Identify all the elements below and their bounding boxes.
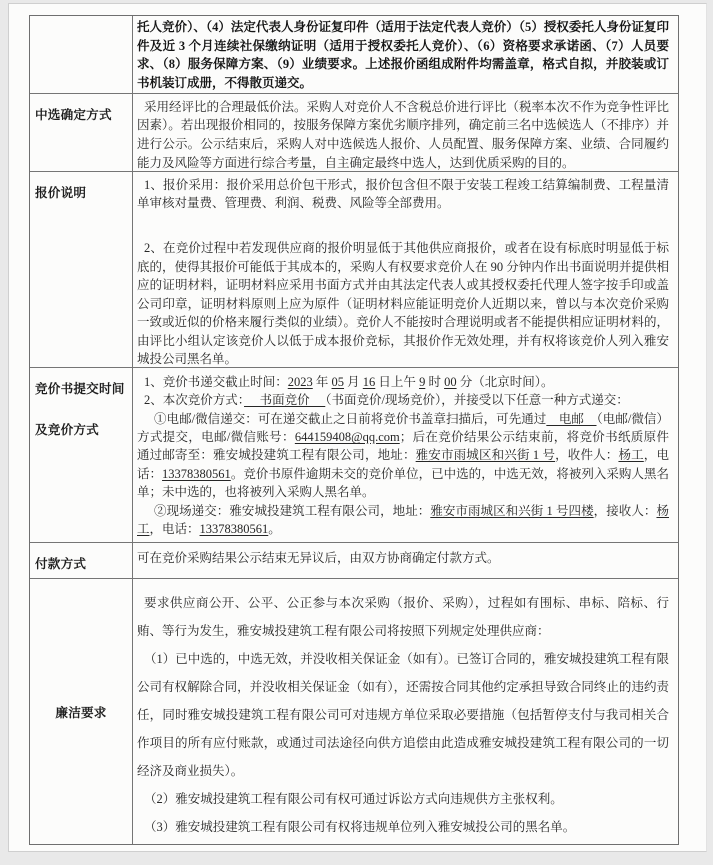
row-content — [133, 579, 678, 844]
row-content — [133, 172, 678, 367]
text-segment: 2、在竞价过程中若发现供应商的报价明显低于其他供应商报价，或者在设有标底时明显低于标底的，使得其报价可能低于其成本的，采购人有权要求竞价人在 90 分钟内作出书面说明并提供相应的证明材料，证明材料应采用书面方式并由其法定代表人或其授权委托代理人签字按手印或盖公司印章，证明材料原则上应为原件（证明材料应能证明竞价人近期以来，曾以与本次竞价采购一致或近似的价格来履行类似的业绩）。竞价人不能按时合理说明或者不能提供相应证明材料的，由评比小组认定该竞价人以低于成本报价竞标，其报价作无效处理，并有权将该竞价人列入雅安城投公司黑名单。 — [137, 240, 669, 367]
text-segment: ，电话： — [149, 521, 200, 536]
table-row — [30, 93, 678, 171]
text-segment: 日上午 — [375, 374, 420, 389]
row-label-text: 及竞价方式 — [35, 422, 99, 437]
paragraph — [137, 813, 669, 841]
text-segment: ；后在竞价结果公示结束前，将竞价书纸质原件通过邮寄至：雅安城投建筑工程有限公司，地址： — [137, 429, 669, 463]
text-segment: 。竞价书原件逾期未交的竞价单位，已中选的，中选无效，将被列入采购人黑名单；未中选的，也将被列入采购人黑名单。 — [137, 466, 669, 500]
paragraph — [137, 391, 669, 409]
row-label-text: 中选确定方式 — [35, 107, 112, 122]
underlined-text-segment: 05 — [331, 374, 345, 389]
text-segment: 。 — [268, 521, 281, 536]
underlined-text-segment: 雅安市雨城区和兴街 1 号四楼 — [430, 503, 594, 518]
text-segment: （3）雅安城投建筑工程有限公司有权将违规单位列入雅安城投公司的黑名单。 — [144, 819, 576, 834]
text-segment: 1、竞价书递交截止时间： — [144, 374, 288, 389]
underlined-text-segment: 13378380561 — [199, 521, 269, 536]
row-label — [30, 16, 133, 93]
paragraph — [137, 18, 669, 92]
paragraph — [137, 239, 669, 369]
paragraph — [137, 176, 669, 213]
paragraph — [137, 589, 669, 645]
text-segment: 月 — [344, 374, 363, 389]
table-row — [30, 578, 678, 844]
table-row — [30, 171, 678, 367]
table-row — [30, 542, 678, 578]
text-segment: 可在竞价采购结果公示结束无异议后，由双方协商确定付款方式。 — [137, 551, 500, 566]
text-segment: ，收件人： — [555, 448, 619, 463]
underlined-text-segment: 2023 — [287, 374, 313, 389]
text-segment: （1）已中选的，中选无效，并没收相关保证金（如有）。已签订合同的，雅安城投建筑工程有限公司有权解除合同，并没收相关保证金（如有），还需按合同其他约定承担导致合同终止的违约责任，同时雅安城投建筑工程有限公司可对违规方单位采取必要措施（包括暂停支付与我司相关合作项目的所有应付账款，或通过司法途径向供方追偿由此造成雅安城投建筑工程有限公司的一切经济及商业损失）。 — [137, 651, 670, 778]
row-label — [30, 543, 133, 578]
paragraph — [137, 502, 669, 539]
text-segment: 年 — [312, 374, 332, 389]
underlined-text-segment: 书面竞价 — [244, 393, 326, 408]
text-segment: （2）雅安城投建筑工程有限公司有权可通过诉讼方式向违规供方主张权利。 — [144, 791, 563, 806]
row-label-text: 廉洁要求 — [55, 705, 107, 720]
text-segment: 要求供应商公开、公平、公正参与本次采购（报价、采购），过程如有围标、串标、陪标、行贿、等行为发生，雅安城投建筑工程有限公司将按照下列规定处理供应商： — [137, 595, 669, 638]
row-content — [133, 16, 678, 93]
underlined-text-segment: 13378380561 — [162, 466, 231, 481]
scanned-page — [8, 3, 707, 852]
row-content — [133, 368, 678, 542]
underlined-text-segment: 9 — [419, 374, 426, 389]
text-segment: ，接收人： — [593, 503, 657, 518]
row-content — [133, 94, 678, 171]
row-content — [133, 543, 678, 578]
table-row — [30, 367, 678, 542]
paragraph — [137, 98, 669, 172]
underlined-text-segment: 杨工 — [137, 503, 669, 536]
text-segment: ①电邮/微信递交：可在递交截止之日前将竞价书盖章扫描后，可先通过 — [154, 411, 547, 426]
paragraph — [137, 373, 669, 391]
row-label — [30, 172, 133, 367]
row-label-text: 报价说明 — [35, 185, 87, 200]
text-segment: ，电话： — [137, 448, 669, 481]
underlined-text-segment: 电邮 — [546, 411, 597, 426]
underlined-text-segment: 16 — [362, 374, 376, 389]
text-segment: （书面竞价/现场竞价），并接受以下任意一种方式递交： — [325, 393, 629, 408]
paragraph — [137, 549, 669, 568]
row-label — [30, 368, 133, 542]
text-segment: 采用经评比的合理最低价法。采购人对竞价人不含税总价进行评比（税率本次不作为竞争性评比因素）。若出现报价相同的，按服务保障方案优劣顺序排列，确定前三名中选候选人（不排序）并进行公示。公示结束后，采购人对中选候选人报价、人员配置、服务保障方案、业绩、合同履约能力及风险等方面进行综合考量，自主确定最终中选人，达到优质采购的目的。 — [137, 99, 670, 170]
text-segment: 时 — [425, 374, 445, 389]
text-segment: （电邮/微信）方式提交，电邮/微信账号： — [137, 411, 669, 444]
text-segment: 分（北京时间）。 — [456, 374, 554, 389]
underlined-text-segment: 644159408@qq.com — [294, 429, 400, 444]
paragraph — [137, 645, 669, 785]
paragraph — [137, 785, 669, 813]
table-row — [30, 16, 678, 93]
text-segment: 1、报价采用：报价采用总价包干形式，报价包含但不限于安装工程竣工结算编制费、工程量清单审核对量费、管理费、利润、税费、风险等全部费用。 — [137, 177, 669, 211]
paragraph — [137, 410, 669, 502]
procurement-table — [29, 15, 679, 845]
row-label — [30, 94, 133, 171]
text-segment: 2、本次竞价方式： — [144, 393, 245, 408]
underlined-text-segment: 雅安市雨城区和兴街 1 号 — [415, 448, 556, 463]
row-label — [30, 579, 133, 844]
row-label-text: 竞价书提交时间 — [35, 381, 125, 396]
row-label-text: 付款方式 — [35, 557, 87, 572]
underlined-text-segment: 00 — [444, 374, 457, 389]
text-segment: ②现场递交：雅安城投建筑工程有限公司，地址： — [154, 503, 431, 518]
text-segment: 托人竞价）、（4）法定代表人身份证复印件（适用于法定代表人竞价）（5）授权委托人身份证复印件及近 3 个月连续社保缴纳证明（适用于授权委托人竞价）、（6）资格要求承诺函、（7）人员要求、（8）服务保障方案、（9）业绩要求。上述报价函组成附件均需盖章，格式自拟，并胶装或订书机装订成册，不得散页递交。 — [137, 20, 669, 90]
underlined-text-segment: 杨工 — [618, 448, 644, 463]
